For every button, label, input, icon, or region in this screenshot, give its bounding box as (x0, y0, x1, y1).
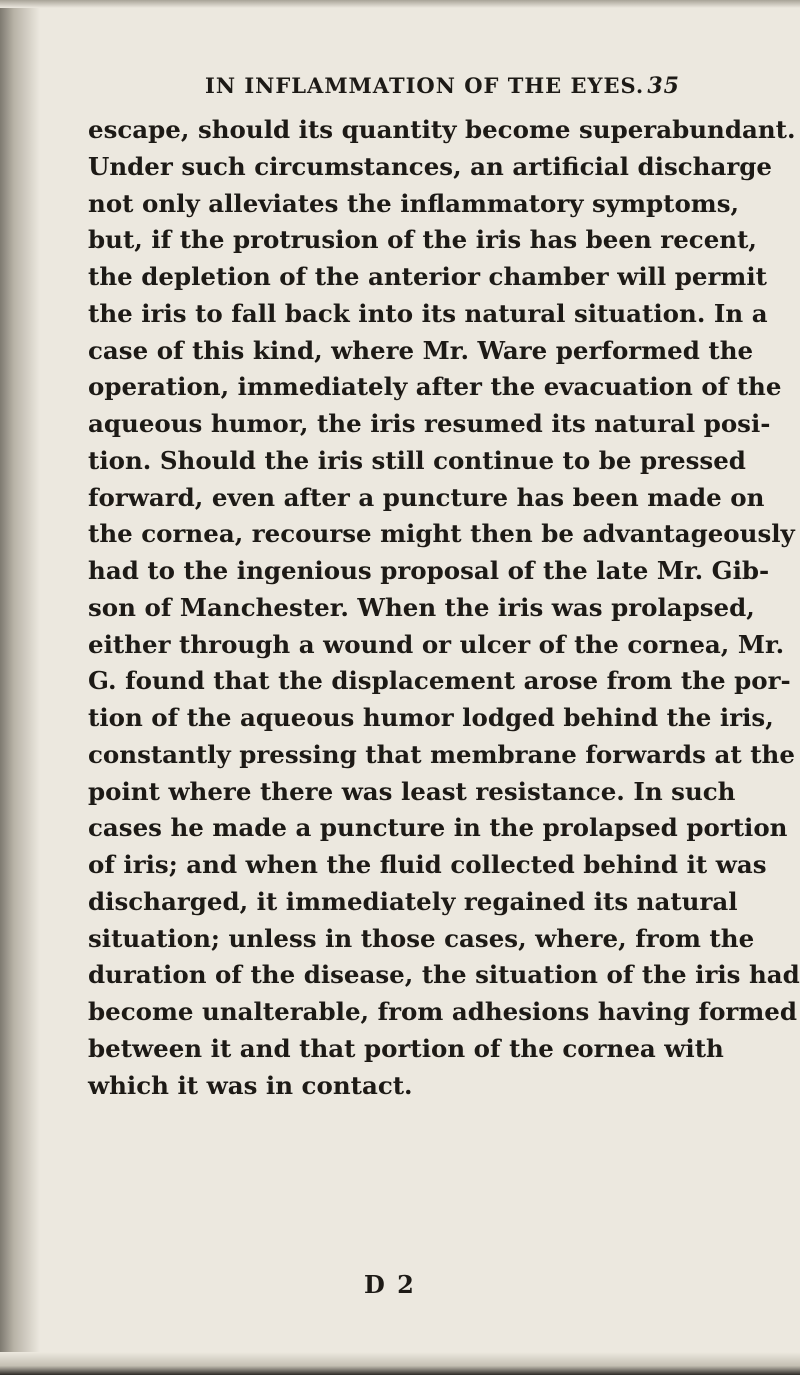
running-title: IN INFLAMMATION OF THE EYES. (205, 73, 645, 98)
text-line: not only alleviates the inflammatory symptoms, (88, 188, 740, 218)
text-line: become unalterable, from adhesions having formed (88, 997, 797, 1026)
text-line: the iris to fall back into its natural situation. In a (88, 298, 768, 328)
text-line: between it and that portion of the cornea with (88, 1033, 724, 1063)
text-line: escape, should its quantity become superabundant. (88, 115, 796, 144)
text-line: of iris; and when the fluid collected behind it was (88, 850, 767, 879)
text-line-last: which it was in contact. (88, 1070, 413, 1100)
text-line: forward, even after a puncture has been made on (88, 482, 765, 512)
page-top-edge (0, 0, 800, 8)
body-text (88, 112, 800, 1104)
text-line: either through a wound or ulcer of the cornea, Mr. (88, 629, 785, 659)
text-line: tion. Should the iris still continue to be pressed (88, 445, 746, 475)
text-line: tion of the aqueous humor lodged behind the iris, (88, 703, 774, 732)
page-number: 35 (647, 73, 680, 99)
text-line: the depletion of the anterior chamber will permit (88, 262, 767, 291)
text-line: discharged, it immediately regained its natural (88, 886, 738, 916)
text-line: case of this kind, where Mr. Ware performed the (88, 335, 754, 365)
text-line: operation, immediately after the evacuation of the (88, 372, 782, 402)
text-line: G. found that the displacement arose from the por- (88, 666, 791, 696)
text-line: aqueous humor, the iris resumed its natural posi- (88, 409, 771, 438)
text-line: situation; unless in those cases, where, from the (88, 923, 755, 953)
text-line: but, if the protrusion of the iris has been recent, (88, 225, 757, 255)
text-line: son of Manchester. When the iris was prolapsed, (88, 592, 755, 622)
text-line: the cornea, recourse might then be advantageously (88, 519, 795, 549)
text-line: cases he made a puncture in the prolapsed portion (88, 813, 788, 843)
text-line: constantly pressing that membrane forwards at the (88, 739, 795, 769)
text-line: duration of the disease, the situation of the iris had (88, 960, 800, 990)
page-gutter-shadow (0, 0, 40, 1375)
running-head (205, 68, 680, 104)
text-line: Under such circumstances, an artificial discharge (88, 151, 772, 181)
text-line: point where there was least resistance. In such (88, 776, 736, 806)
signature-mark: D 2 (364, 1270, 416, 1299)
text-line: had to the ingenious proposal of the late Mr. Gib- (88, 556, 770, 585)
page-bottom-edge (0, 1352, 800, 1375)
